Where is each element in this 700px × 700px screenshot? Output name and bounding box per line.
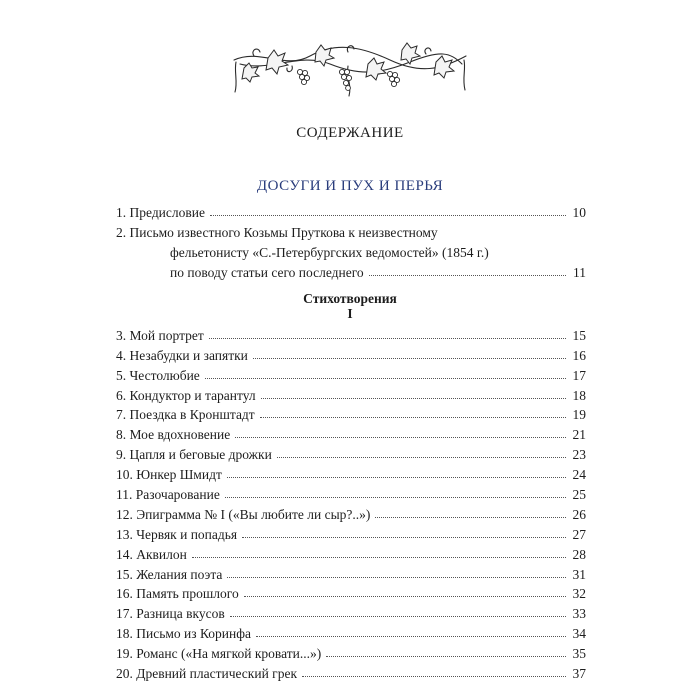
toc-entry-title: 11. Разочарование — [116, 487, 220, 503]
toc-entry[interactable] — [116, 201, 586, 221]
dot-leader — [256, 636, 566, 637]
toc-entry-page: 28 — [572, 546, 586, 562]
toc-entry-page: 23 — [572, 447, 586, 463]
toc-entry-title: 8. Мое вдохновение — [116, 427, 231, 443]
toc-entry[interactable] — [116, 483, 586, 503]
toc-entry[interactable] — [116, 443, 586, 463]
toc-entry[interactable] — [116, 622, 586, 642]
toc-entry[interactable] — [116, 463, 586, 483]
toc-entry[interactable] — [116, 423, 586, 443]
section-title: ДОСУГИ И ПУХ И ПЕРЬЯ — [256, 178, 444, 194]
dot-leader — [230, 616, 566, 617]
toc-entry[interactable] — [116, 523, 586, 543]
toc-entry-page: 11 — [573, 264, 586, 280]
toc-entry-page: 26 — [572, 506, 586, 522]
subheading-roman-numeral: I — [347, 306, 353, 321]
toc-intro — [116, 201, 586, 281]
toc-entry-title: 17. Разница вкусов — [116, 606, 225, 622]
toc-entry[interactable] — [116, 563, 586, 583]
toc-entry[interactable] — [116, 364, 586, 384]
toc-entry-page: 37 — [572, 666, 586, 682]
dot-leader — [225, 497, 566, 498]
toc-entry-title: 4. Незабудки и запятки — [116, 347, 248, 363]
toc-entry-page: 31 — [572, 566, 586, 582]
dot-leader — [375, 517, 566, 518]
toc-entry-line[interactable] — [116, 261, 586, 281]
toc-entry-page: 24 — [572, 467, 586, 483]
dot-leader — [260, 417, 566, 418]
dot-leader — [369, 275, 566, 276]
toc-entry-title: 12. Эпиграмма № I («Вы любите ли сыр?..») — [116, 506, 371, 522]
toc-entry-title: 20. Древний пластический грек — [116, 666, 298, 682]
toc-entry[interactable] — [116, 583, 586, 603]
toc-entry-page: 10 — [572, 204, 586, 220]
toc-entry-title: 3. Мой портрет — [116, 327, 204, 343]
dot-leader — [209, 338, 566, 339]
dot-leader — [235, 437, 566, 438]
toc-entry-page: 34 — [572, 626, 586, 642]
dot-leader — [227, 577, 566, 578]
toc-entry-page: 17 — [572, 367, 586, 383]
toc-entry-page: 21 — [572, 427, 586, 443]
toc-entry-page: 33 — [572, 606, 586, 622]
toc-entry-title: 1. Предисловие — [116, 204, 205, 220]
dot-leader — [302, 676, 566, 677]
toc-entry[interactable] — [116, 324, 586, 344]
toc-entry[interactable] — [116, 543, 586, 563]
toc-list — [116, 324, 586, 682]
toc-entry-title-continued: фельетонисту «С.-Петербургских ведомостей» (1854 г.) — [170, 244, 489, 260]
toc-entry-page: 16 — [572, 347, 586, 363]
subheading: Стихотворения — [303, 291, 397, 306]
toc-entry-page: 15 — [572, 327, 586, 343]
toc-entry-title: 5. Честолюбие — [116, 367, 200, 383]
toc-entry-title: 15. Желания поэта — [116, 566, 223, 582]
toc-entry[interactable] — [116, 344, 586, 364]
toc-entry[interactable] — [116, 503, 586, 523]
dot-leader — [253, 358, 566, 359]
toc-entry[interactable] — [116, 404, 586, 424]
dot-leader — [227, 477, 566, 478]
toc-entry-title: 14. Аквилон — [116, 546, 187, 562]
dot-leader — [192, 557, 566, 558]
dot-leader — [277, 457, 566, 458]
toc-entry-title: 13. Червяк и попадья — [116, 526, 238, 542]
toc-entry-title: 10. Юнкер Шмидт — [116, 467, 222, 483]
toc-entry-title: 9. Цапля и беговые дрожки — [116, 447, 272, 463]
toc-entry[interactable] — [116, 602, 586, 622]
dot-leader — [242, 537, 566, 538]
toc-entry-page: 35 — [572, 646, 586, 662]
toc-entry-title-continued: по поводу статьи сего последнего — [170, 264, 364, 280]
dot-leader — [244, 596, 566, 597]
dot-leader — [205, 378, 566, 379]
grapevine-ornament-icon — [230, 38, 470, 102]
toc-entry-title: 16. Память прошлого — [116, 586, 239, 602]
dot-leader — [210, 215, 566, 216]
toc-entry-title: 18. Письмо из Коринфа — [116, 626, 251, 642]
toc-entry-title: 6. Кондуктор и тарантул — [116, 387, 256, 403]
toc-entry-line[interactable] — [116, 221, 586, 241]
toc-entry[interactable] — [116, 642, 586, 662]
toc-entry-line[interactable] — [116, 241, 586, 261]
dot-leader — [261, 398, 566, 399]
toc-entry[interactable] — [116, 662, 586, 682]
toc-entry-title: 7. Поездка в Кронштадт — [116, 407, 255, 423]
toc-entry-page: 19 — [572, 407, 586, 423]
toc-entry-title: 19. Романс («На мягкой кровати...») — [116, 646, 322, 662]
toc-entry-title: 2. Письмо известного Козьмы Пруткова к неизвестному — [116, 224, 438, 240]
toc-entry-page: 32 — [572, 586, 586, 602]
contents-title: СОДЕРЖАНИЕ — [296, 125, 404, 141]
dot-leader — [326, 656, 566, 657]
toc-entry-page: 25 — [572, 487, 586, 503]
toc-entry-page: 27 — [572, 526, 586, 542]
toc-entry-page: 18 — [572, 387, 586, 403]
toc-entry[interactable] — [116, 384, 586, 404]
